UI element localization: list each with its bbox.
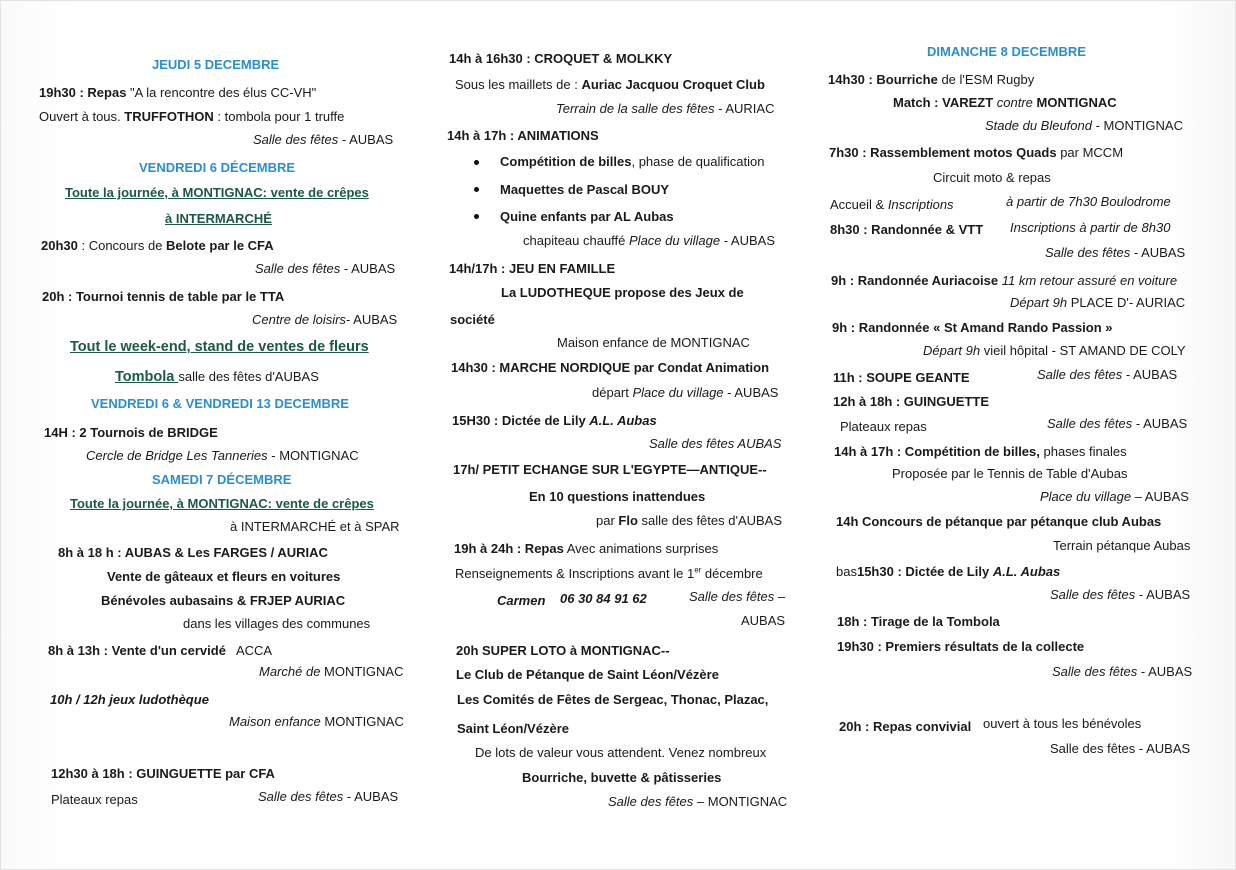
- event-location: AUBAS: [741, 613, 786, 628]
- event-line: 20h SUPER LOTO à MONTIGNAC--: [456, 643, 670, 658]
- event-line: Match : VAREZT contre MONTIGNAC: [893, 95, 1117, 110]
- event-location: Départ 9h vieil hôpital - ST AMAND DE COLY: [923, 343, 1186, 358]
- event-location: Stade du Bleufond - MONTIGNAC: [985, 118, 1183, 133]
- event-line: 8h30 : Randonnée & VTT: [830, 222, 984, 237]
- event-line: 14h à 16h30 : CROQUET & MOLKKY: [449, 51, 673, 66]
- event-line: ouvert à tous les bénévoles: [983, 716, 1142, 731]
- event-location: par Flo salle des fêtes d'AUBAS: [596, 513, 783, 528]
- event-line: Plateaux repas: [840, 419, 927, 434]
- event-location: Place du village – AUBAS: [1040, 489, 1189, 504]
- event-location: Centre de loisirs- AUBAS: [252, 312, 398, 327]
- event-location: Salle des fêtes - AUBAS: [1050, 587, 1191, 602]
- event-location: Salle des fêtes –: [689, 589, 786, 604]
- event-location: Salle des fêtes - AUBAS: [1037, 367, 1178, 382]
- event-line: 9h : Randonnée Auriacoise 11 km retour assuré en voiture: [831, 273, 1178, 288]
- event-location: Salle des fêtes – MONTIGNAC: [608, 794, 788, 809]
- event-location: départ Place du village - AUBAS: [592, 385, 779, 400]
- event-detail: Inscriptions à partir de 8h30: [1010, 220, 1171, 235]
- event-line: Proposée par le Tennis de Table d'Aubas: [892, 466, 1128, 481]
- event-line: En 10 questions inattendues: [529, 489, 706, 504]
- event-line: Renseignements & Inscriptions avant le 1er décembre: [455, 565, 763, 581]
- event-location: chapiteau chauffé Place du village - AUBAS: [523, 233, 775, 248]
- event-line: à INTERMARCHÉ et à SPAR: [230, 519, 400, 534]
- event-line: 14h à 17h : Compétition de billes, phases finales: [834, 444, 1127, 459]
- event-location: Maison enfance MONTIGNAC: [229, 714, 404, 729]
- event-line: 19h30 : Premiers résultats de la collecte: [837, 639, 1085, 654]
- event-line: 20h : Repas convivial: [839, 719, 972, 734]
- event-line: La LUDOTHEQUE propose des Jeux de: [501, 285, 744, 300]
- event-location: Salle des fêtes - AUBAS: [258, 789, 399, 804]
- list-item: Quine enfants par AL Aubas: [500, 209, 674, 224]
- event-line: 20h30 : Concours de Belote par le CFA: [41, 238, 274, 253]
- event-line: 8h à 13h : Vente d'un cervidé ACCA: [48, 643, 273, 658]
- event-line: Bénévoles aubasains & FRJEP AURIAC: [101, 593, 346, 608]
- event-location: Départ 9h PLACE D'- AURIAC: [1010, 295, 1186, 310]
- event-line: 14H : 2 Tournois de BRIDGE: [44, 425, 218, 440]
- event-detail: à partir de 7h30 Boulodrome: [1006, 194, 1171, 209]
- contact-phone: 06 30 84 91 62: [560, 591, 647, 606]
- event-line: Saint Léon/Vézère: [457, 721, 569, 736]
- event-location: Salle des fêtes AUBAS: [649, 436, 782, 451]
- event-line: 14h30 : Bourriche de l'ESM Rugby: [828, 72, 1035, 87]
- event-location: Maison enfance de MONTIGNAC: [557, 335, 750, 350]
- event-line: Ouvert à tous. TRUFFOTHON : tombola pour 1 truffe: [39, 109, 345, 124]
- event-line: 11h : SOUPE GEANTE: [833, 370, 970, 385]
- list-item: Compétition de billes, phase de qualification: [500, 154, 765, 169]
- event-location: Salle des fêtes - AUBAS: [1050, 741, 1191, 756]
- bullet-icon: [474, 187, 479, 192]
- list-item: Maquettes de Pascal BOUY: [500, 182, 670, 197]
- event-line: société: [450, 312, 495, 327]
- event-location: Salle des fêtes - AUBAS: [1047, 416, 1188, 431]
- event-location: Terrain de la salle des fêtes - AURIAC: [556, 101, 775, 116]
- event-line: 14h Concours de pétanque par pétanque club Aubas: [836, 514, 1162, 529]
- event-line: 15H30 : Dictée de Lily A.L. Aubas: [452, 413, 657, 428]
- event-line: 20h : Tournoi tennis de table par le TTA: [42, 289, 285, 304]
- event-line: 19h à 24h : Repas Avec animations surprises: [454, 541, 719, 556]
- event-line: 10h / 12h jeux ludothèque: [50, 692, 209, 707]
- highlight-fleurs: Tout le week-end, stand de ventes de fleurs: [70, 339, 369, 355]
- event-line: Le Club de Pétanque de Saint Léon/Vézère: [456, 667, 719, 682]
- event-line: 19h30 : Repas "A la rencontre des élus CC-VH": [39, 85, 317, 100]
- event-line: 14h30 : MARCHE NORDIQUE par Condat Animation: [451, 360, 770, 375]
- event-location: Terrain pétanque Aubas: [1053, 538, 1191, 553]
- heading-vendredi: VENDREDI 6 DÉCEMBRE: [139, 160, 296, 175]
- bullet-icon: [474, 214, 479, 219]
- event-location: Cercle de Bridge Les Tanneries - MONTIGNAC: [86, 448, 359, 463]
- event-line: 18h : Tirage de la Tombola: [837, 614, 1000, 629]
- event-location: Marché de MONTIGNAC: [259, 664, 404, 679]
- event-line: Plateaux repas: [51, 792, 138, 807]
- event-line: Tombola salle des fêtes d'AUBAS: [115, 369, 319, 385]
- event-line: Accueil & Inscriptions: [830, 197, 954, 212]
- heading-dimanche: DIMANCHE 8 DECEMBRE: [927, 44, 1086, 59]
- event-line: 14h/17h : JEU EN FAMILLE: [449, 261, 616, 276]
- event-line: dans les villages des communes: [183, 616, 371, 631]
- event-line: 9h : Randonnée « St Amand Rando Passion »: [832, 320, 1113, 335]
- heading-vendredi-13: VENDREDI 6 & VENDREDI 13 DECEMBRE: [91, 396, 349, 411]
- event-line: 7h30 : Rassemblement motos Quads par MCCM: [829, 145, 1124, 160]
- bullet-icon: [474, 160, 479, 165]
- event-line: Bourriche, buvette & pâtisseries: [522, 770, 722, 785]
- event-location: Salle des fêtes - AUBAS: [253, 132, 394, 147]
- event-line: Vente de gâteaux et fleurs en voitures: [107, 569, 341, 584]
- event-location: Salle des fêtes - AUBAS: [1045, 245, 1186, 260]
- heading-samedi: SAMEDI 7 DÉCEMBRE: [152, 472, 292, 487]
- event-line: bas15h30 : Dictée de Lily A.L. Aubas: [836, 564, 1061, 579]
- event-line: Circuit moto & repas: [933, 170, 1051, 185]
- event-line: 17h/ PETIT ECHANGE SUR L'EGYPTE—ANTIQUE--: [453, 462, 767, 477]
- event-line: 12h à 18h : GUINGUETTE: [833, 394, 990, 409]
- highlight-crepes: Toute la journée, à MONTIGNAC: vente de crêpes: [65, 185, 369, 200]
- highlight-crepes-2: Toute la journée, à MONTIGNAC: vente de crêpes: [70, 496, 374, 511]
- highlight-intermarche: à INTERMARCHÉ: [165, 211, 272, 226]
- event-line: 12h30 à 18h : GUINGUETTE par CFA: [51, 766, 275, 781]
- heading-jeudi: JEUDI 5 DECEMBRE: [152, 57, 280, 72]
- event-line: De lots de valeur vous attendent. Venez nombreux: [475, 745, 767, 760]
- event-line: 14h à 17h : ANIMATIONS: [447, 128, 599, 143]
- event-location: Salle des fêtes - AUBAS: [1052, 664, 1193, 679]
- event-line: Les Comités de Fêtes de Sergeac, Thonac, Plazac,: [457, 692, 769, 707]
- event-line: 8h à 18 h : AUBAS & Les FARGES / AURIAC: [58, 545, 328, 560]
- event-location: Salle des fêtes - AUBAS: [255, 261, 396, 276]
- contact-name: Carmen: [497, 593, 546, 608]
- event-line: Sous les maillets de : Auriac Jacquou Croquet Club: [455, 77, 765, 92]
